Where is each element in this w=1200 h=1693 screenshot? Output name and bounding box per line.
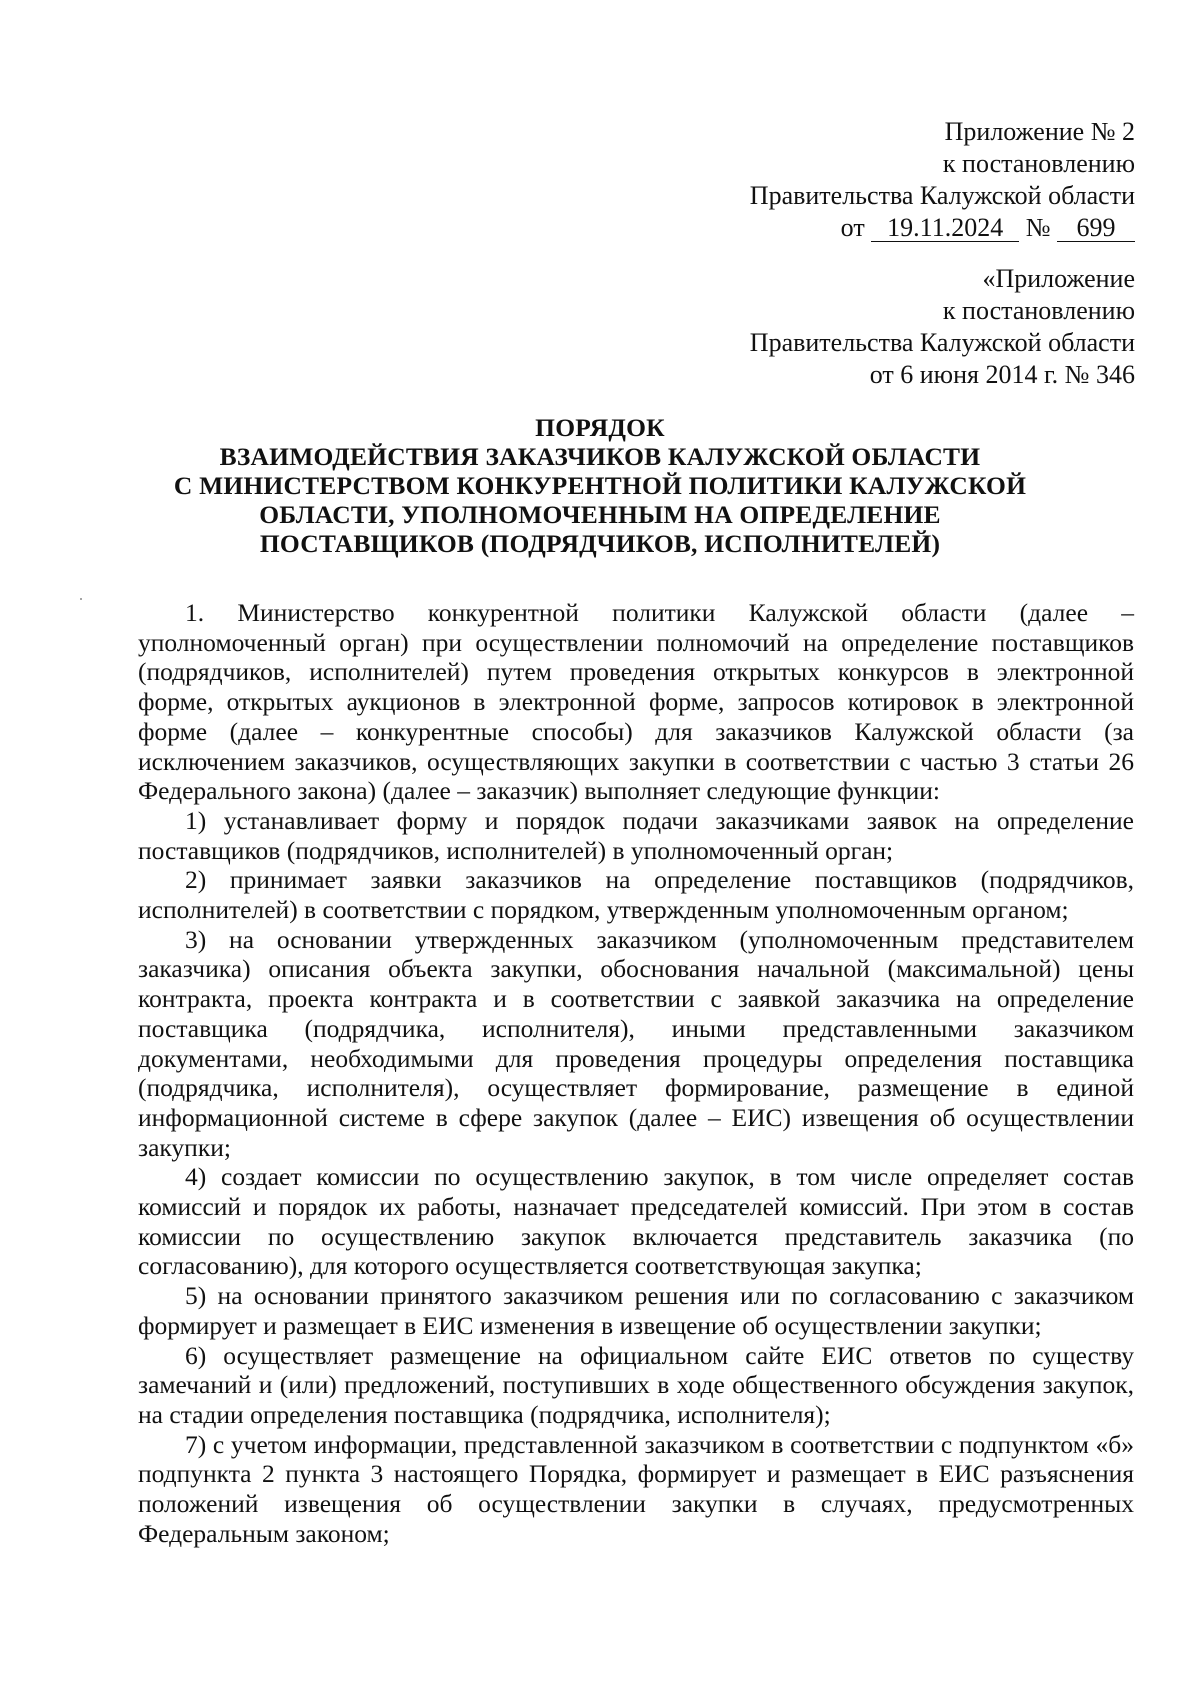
appendix-line-3: Правительства Калужской области (749, 181, 1135, 210)
document-title (120, 413, 1080, 558)
paragraph-item-6: 6) осуществляет размещение на официальном сайте ЕИС ответов по существу замечаний и (или) предложений, поступивших в ходе общественного обсуждения закупок, на стадии определения поставщика (подрядчика, исполнителя); (138, 1340, 1134, 1429)
paragraph-item-7: 7) с учетом информации, представленной заказчиком в соответствии с подпунктом «б» подпункта 2 пункта 3 настоящего Порядка, формирует и размещает в ЕИС разъяснения положений извещения об осуществлении закупки в случаях, предусмотренных Федеральным законом; (138, 1429, 1134, 1548)
appendix-line-2: к постановлению (942, 149, 1135, 178)
date-prefix: от (840, 213, 865, 242)
appendix-header (750, 116, 1135, 244)
original-appendix-line-3: Правительства Калужской области (749, 328, 1135, 357)
paragraph-item-1: 1) устанавливает форму и порядок подачи заказчиками заявок на определение поставщиков (подрядчиков, исполнителей) в уполномоченный орган; (138, 805, 1134, 865)
number-prefix: № (1025, 213, 1051, 242)
original-appendix-line-1: «Приложение (982, 264, 1135, 293)
appendix-date-line (750, 212, 1135, 244)
decree-number: 699 (1057, 215, 1135, 242)
document-body (138, 598, 1134, 1549)
paragraph-1: 1. Министерство конкурентной политики Калужской области (далее – уполномоченный орган) при осуществлении полномочий на определение поставщиков (подрядчиков, исполнителей) путем проведения открытых конкурсов в электронной форме, открытых аукционов в электронной форме, запросов котировок в электронной форме (далее – конкурентные способы) для заказчиков Калужской области (за исключением заказчиков, осуществляющих закупки в соответствии с частью 3 статьи 26 Федерального закона) (далее – заказчик) выполняет следующие функции: (138, 598, 1134, 806)
title-line-3: С МИНИСТЕРСТВОМ КОНКУРЕНТНОЙ ПОЛИТИКИ КАЛУЖСКОЙ (173, 471, 1027, 500)
original-appendix-line-2: к постановлению (942, 296, 1135, 325)
appendix-line-1: Приложение № 2 (944, 117, 1135, 146)
paragraph-item-3: 3) на основании утвержденных заказчиком (уполномоченным представителем заказчика) описания объекта закупки, обоснования начальной (максимальной) цены контракта, проекта контракта и в соответствии с заявкой заказчика на определение поставщика (подрядчика, исполнителя), иными представленными заказчиком документами, необходимыми для проведения процедуры определения поставщика (подрядчика, исполнителя), осуществляет формирование, размещение в единой информационной системе в сфере закупок (далее – ЕИС) извещения об осуществлении закупки; (138, 924, 1134, 1162)
scan-speck (80, 598, 82, 600)
title-line-1: ПОРЯДОК (535, 413, 665, 442)
original-appendix-header (750, 263, 1135, 391)
title-line-5: ПОСТАВЩИКОВ (ПОДРЯДЧИКОВ, ИСПОЛНИТЕЛЕЙ) (259, 529, 941, 558)
paragraph-item-5: 5) на основании принятого заказчиком решения или по согласованию с заказчиком формирует и размещает в ЕИС изменения в извещение об осуществлении закупки; (138, 1281, 1134, 1340)
paragraph-item-4: 4) создает комиссии по осуществлению закупок, в том числе определяет состав комиссий и порядок их работы, назначает председателей комиссий. При этом в состав комиссии по осуществлению закупок включается представитель заказчика (по согласованию), для которого осуществляется соответствующая закупка; (138, 1162, 1134, 1281)
original-appendix-line-4: от 6 июня 2014 г. № 346 (869, 360, 1135, 389)
title-line-2: ВЗАИМОДЕЙСТВИЯ ЗАКАЗЧИКОВ КАЛУЖСКОЙ ОБЛАСТИ (219, 442, 981, 471)
decree-date: 19.11.2024 (871, 215, 1019, 242)
title-line-4: ОБЛАСТИ, УПОЛНОМОЧЕННЫМ НА ОПРЕДЕЛЕНИЕ (259, 500, 941, 529)
paragraph-item-2: 2) принимает заявки заказчиков на определение поставщиков (подрядчиков, исполнителей) в соответствии с порядком, утвержденным уполномоченным органом; (138, 865, 1134, 925)
